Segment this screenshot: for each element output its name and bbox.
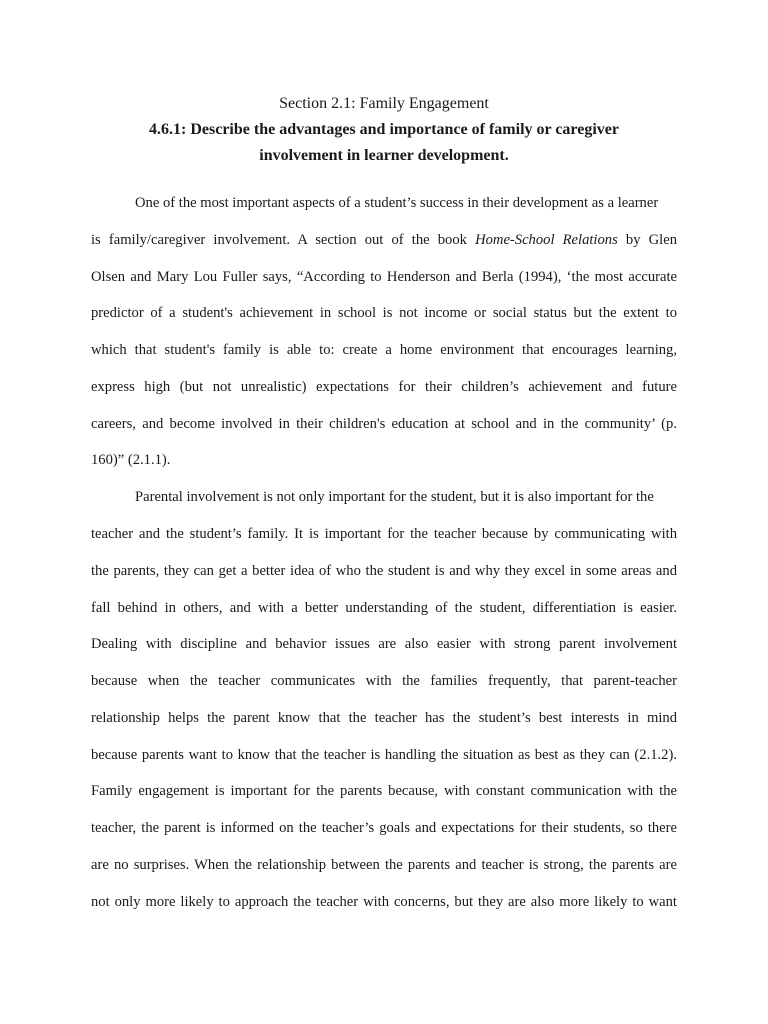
paragraph-2-line-10: teacher, the parent is informed on the teacher’s goals and expectations for their students, so there xyxy=(91,820,677,836)
paragraph-2-line-4: fall behind in others, and with a better understanding of the student, differentiation is easier. xyxy=(91,600,677,616)
paragraph-2-line-9: Family engagement is important for the parents because, with constant communication with the xyxy=(91,783,677,799)
paragraph-2-line-2: teacher and the student’s family. It is important for the teacher because by communicating with xyxy=(91,526,677,542)
paragraph-1-line-4: predictor of a student's achievement in school is not income or social status but the extent to xyxy=(91,305,677,321)
paragraph-2-line-7: relationship helps the parent know that the teacher has the student’s best interests in mind xyxy=(91,710,677,726)
question-heading-line-1: 4.6.1: Describe the advantages and importance of family or caregiver xyxy=(149,121,619,138)
paragraph-2-line-12: not only more likely to approach the teacher with concerns, but they are also more likely to want xyxy=(91,894,677,910)
paragraph-1-line-2 xyxy=(91,230,677,250)
paragraph-1-line-2-text-b: by Glen xyxy=(617,232,677,248)
paragraph-1-line-3: Olsen and Mary Lou Fuller says, “According to Henderson and Berla (1994), ‘the most accurate xyxy=(91,269,677,285)
paragraph-2-line-5: Dealing with discipline and behavior issues are also easier with strong parent involvement xyxy=(91,636,677,652)
paragraph-1-line-6: express high (but not unrealistic) expectations for their children’s achievement and future xyxy=(91,379,677,395)
paragraph-1-line-8: 160)” (2.1.1). xyxy=(91,452,171,468)
paragraph-1-line-1: One of the most important aspects of a student’s success in their development as a learner xyxy=(135,195,659,211)
paragraph-1-line-7: careers, and become involved in their children's education at school and in the community’ (p. xyxy=(91,416,677,432)
paragraph-2-line-1: Parental involvement is not only important for the student, but it is also important for the xyxy=(135,489,654,505)
paragraph-2-line-8: because parents want to know that the teacher is handling the situation as best as they can (2.1.2). xyxy=(91,747,677,763)
question-heading-line-2: involvement in learner development. xyxy=(259,147,509,164)
paragraph-2-line-3: the parents, they can get a better idea of who the student is and why they excel in some areas and xyxy=(91,563,677,579)
book-title: Home-School Relations xyxy=(475,232,618,248)
paragraph-1-line-5: which that student's family is able to: create a home environment that encourages learning, xyxy=(91,342,677,358)
section-heading: Section 2.1: Family Engagement xyxy=(279,95,489,112)
paragraph-2-line-11: are no surprises. When the relationship between the parents and teacher is strong, the parents are xyxy=(91,857,677,873)
paragraph-1-line-2-text-a: is family/caregiver involvement. A section out of the book xyxy=(91,232,476,248)
paragraph-2-line-6: because when the teacher communicates with the families frequently, that parent-teacher xyxy=(91,673,677,689)
